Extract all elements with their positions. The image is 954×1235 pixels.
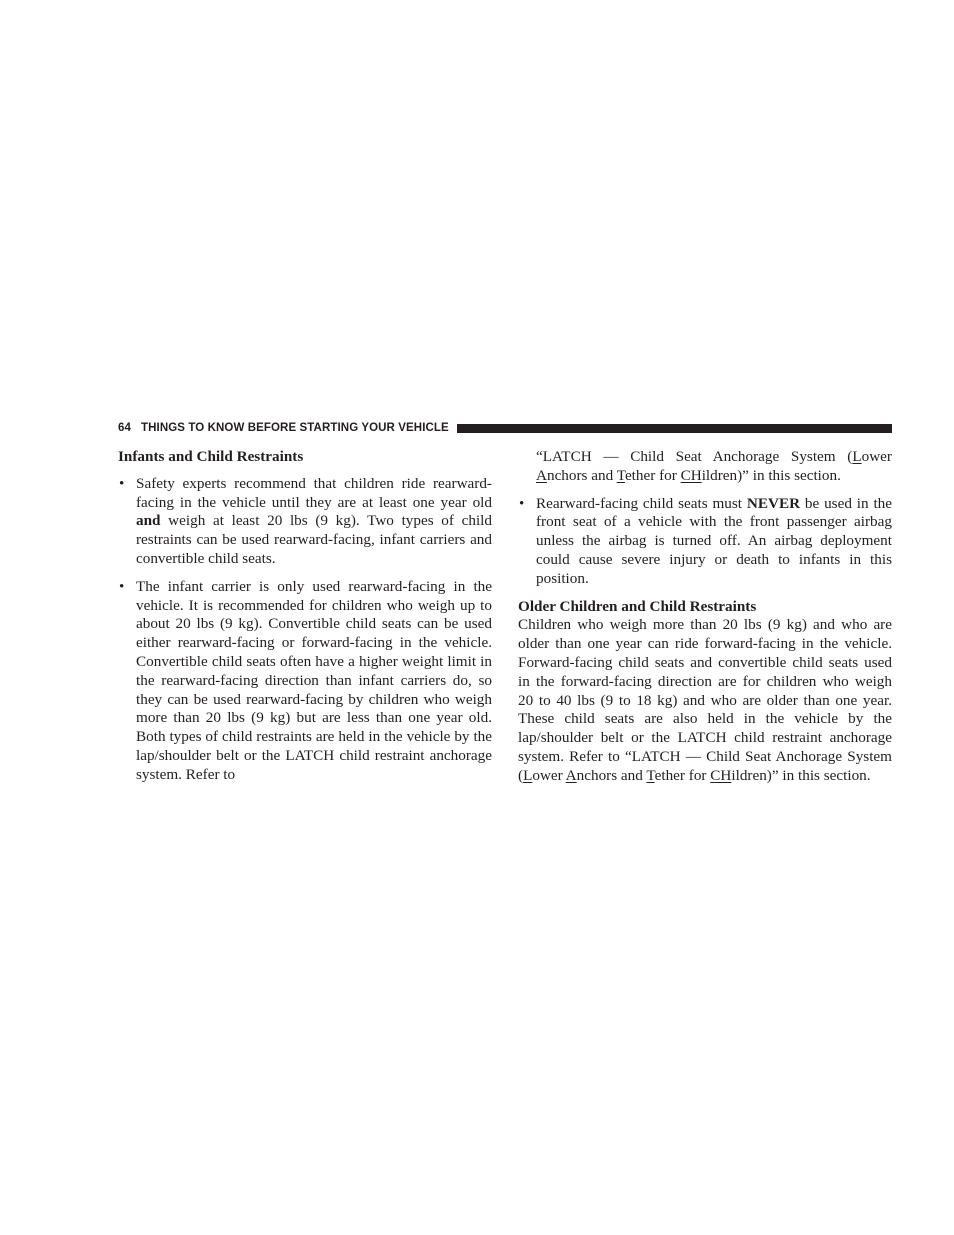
text: ower bbox=[861, 448, 892, 465]
text: ether for bbox=[654, 766, 711, 784]
underlined-letter: CH bbox=[680, 466, 702, 484]
text: ildren)” in this section. bbox=[701, 466, 841, 484]
bullet-text: The infant carrier is only used rearward-facing in the vehicle. It is recommended for children who weigh up to about 20 lbs (9 kg). Convertible child seats can be used either rearward-facing or forward-facing in the vehicle. Convertible child seats often have a higher weight limit in the rearward-facing direction than infant carriers do, so they can be used rearward-facing by children who weigh more than 20 lbs (9 kg) but are less than one year old. Both types of child restraints are held in the vehicle by the lap/shoulder belt or the LATCH child restraint anchorage system. Refer to bbox=[136, 577, 492, 783]
underlined-letter: T bbox=[616, 466, 625, 484]
underlined-letter: CH bbox=[710, 766, 732, 784]
running-header bbox=[118, 420, 892, 436]
text: ildren)” in this section. bbox=[731, 766, 871, 784]
heading-older-children: Older Children and Child Restraints bbox=[518, 597, 757, 615]
older-children-paragraph bbox=[518, 616, 892, 785]
page-number: 64 bbox=[118, 422, 131, 434]
text: nchors and bbox=[576, 766, 647, 784]
text: Children who weigh more than 20 lbs (9 kg) and who are older than one year can ride forward-facing in the vehicle. Forward-facing child seats and convertible child seats used in the forward-facing direction are for children who weigh 20 to 40 lbs (9 to 18 kg) and who are older than one year. These child seats are also held in the vehicle by the lap/shoulder belt or the LATCH child restraint anchorage system. Refer to “LATCH — Child Seat Anchorage System ( bbox=[518, 616, 892, 784]
underlined-letter: L bbox=[523, 766, 533, 784]
bullet-safety-experts bbox=[118, 475, 492, 569]
bullet-marker: • bbox=[119, 577, 125, 595]
underlined-letter: L bbox=[852, 448, 862, 465]
heading-infants: Infants and Child Restraints bbox=[118, 448, 304, 465]
underlined-letter: A bbox=[536, 466, 547, 484]
bullet-marker: • bbox=[119, 474, 125, 492]
text: ower bbox=[532, 766, 566, 784]
bullet-text: Rearward-facing child seats must bbox=[536, 494, 747, 512]
bold-and: and bbox=[136, 512, 161, 530]
bullet-text: Safety experts recommend that children ride rearward-facing in the vehicle until they are at least one year old bbox=[136, 474, 492, 511]
bullet-text-cont: be used in the front seat of a vehicle with the front passenger airbag unless the airbag is turned off. An airbag deployment could cause severe injury or death to infants in this position. bbox=[536, 494, 892, 587]
bullet-marker: • bbox=[519, 494, 525, 512]
bullet-never-front-seat bbox=[518, 495, 892, 589]
text: “LATCH — Child Seat Anchorage System ( bbox=[536, 448, 853, 465]
right-column bbox=[518, 448, 892, 786]
underlined-letter: A bbox=[565, 766, 577, 784]
header-rule bbox=[457, 424, 892, 433]
bullet-continuation bbox=[518, 448, 892, 486]
text: nchors and bbox=[546, 466, 617, 484]
section-title: THINGS TO KNOW BEFORE STARTING YOUR VEHICLE bbox=[141, 422, 449, 434]
bullet-infant-carrier bbox=[118, 578, 492, 785]
bold-never: NEVER bbox=[746, 494, 801, 512]
underlined-letter: T bbox=[646, 766, 655, 784]
text: ether for bbox=[624, 466, 681, 484]
left-column bbox=[118, 448, 492, 785]
bullet-text-cont: weigh at least 20 lbs (9 kg). Two types of child restraints can be used rearward-facing, infant carriers and convertible child seats. bbox=[136, 512, 492, 567]
